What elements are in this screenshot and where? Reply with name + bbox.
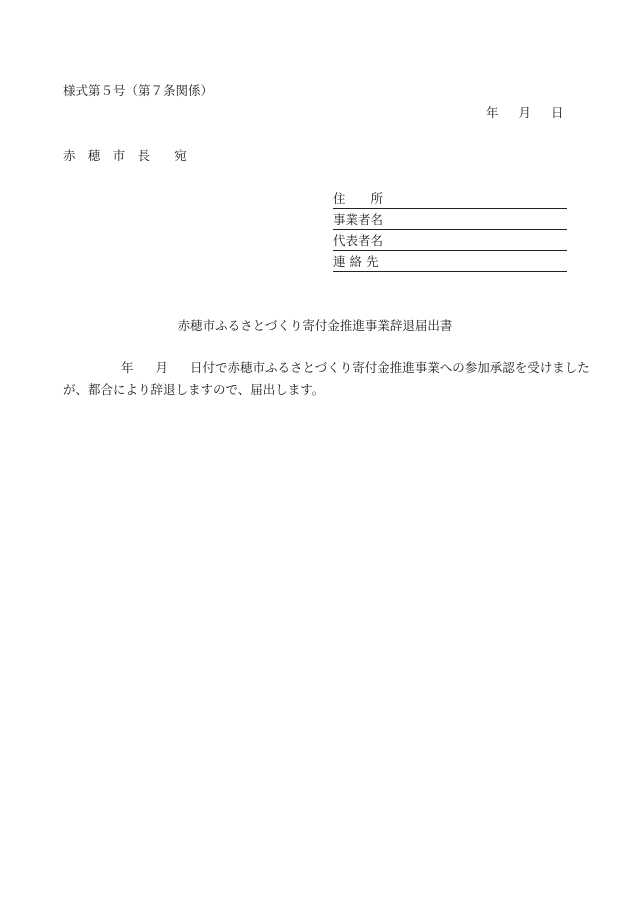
representative-label: 代表者名 <box>333 233 384 248</box>
business-name-field[interactable] <box>333 209 567 230</box>
addressee-char: 赤 <box>63 148 76 163</box>
addressee-honorific: 宛 <box>174 148 188 163</box>
body-month-label: 月 <box>155 360 169 375</box>
addressee-char: 穂 <box>87 148 101 163</box>
date-line <box>486 103 564 121</box>
contact-label: 連 絡 先 <box>333 254 379 269</box>
date-day-label: 日 <box>551 105 564 120</box>
sender-block <box>333 188 567 272</box>
date-year-label: 年 <box>486 105 499 120</box>
body-year-label: 年 <box>121 360 134 375</box>
addressee-char: 長 <box>137 148 151 163</box>
addressee <box>63 146 187 164</box>
business-name-label: 事業者名 <box>333 212 384 227</box>
body-text-line-1 <box>63 358 590 376</box>
document-title: 赤穂市ふるさとづくり寄付金推進事業辞退届出書 <box>177 318 453 333</box>
addressee-char: 市 <box>112 148 126 163</box>
contact-field[interactable] <box>333 251 567 272</box>
address-field[interactable] <box>333 188 567 209</box>
body-text-rest: 日付で赤穂市ふるさとづくり寄付金推進事業への参加承認を受けました <box>190 360 590 375</box>
form-number: 様式第５号（第７条関係） <box>63 83 214 98</box>
representative-field[interactable] <box>333 230 567 251</box>
address-label: 住 所 <box>333 191 384 206</box>
date-month-label: 月 <box>518 105 532 120</box>
body-text-line-2: が、都合により辞退しますので、届出します。 <box>63 382 325 397</box>
